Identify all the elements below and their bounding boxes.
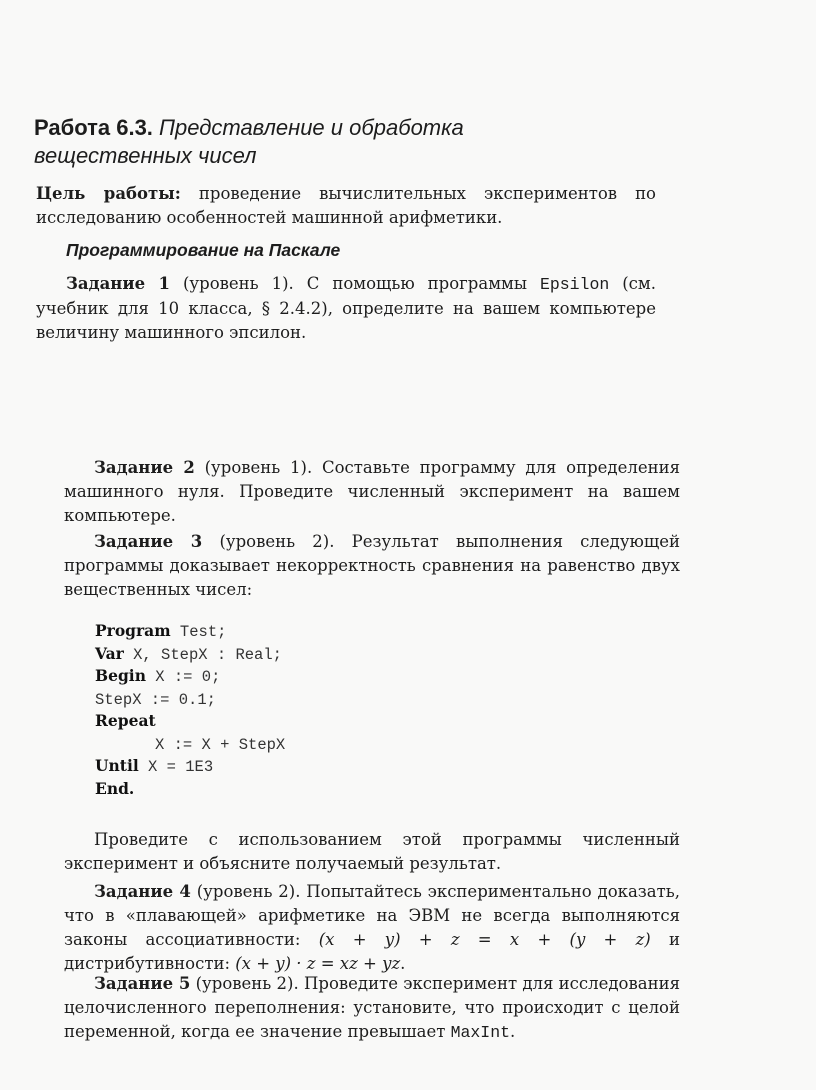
code-keyword: Var	[95, 643, 124, 663]
maxint-constant: MaxInt	[450, 1023, 511, 1042]
task-4-text-c: .	[400, 954, 406, 973]
task-5-text-b: .	[510, 1022, 516, 1041]
task-4-text-a: (уровень 2). Попытайтесь экспериментально доказать, что в «плавающей» арифметике на ЭВМ не всегда выполняются законы ассоциативности:	[64, 882, 680, 949]
code-line-7	[95, 755, 285, 778]
code-text: X := 0;	[145, 668, 221, 686]
subsection-heading: Программирование на Паскале	[66, 240, 341, 260]
task-2-text: (уровень 1). Составьте программу для определения машинного нуля. Проведите численный эксперимент на вашем компьютере.	[64, 458, 680, 525]
goal-paragraph	[36, 182, 656, 230]
task-3	[64, 530, 680, 602]
code-line-2	[95, 643, 285, 666]
code-line-6	[95, 733, 285, 756]
task-1-label: Задание 1	[66, 274, 171, 293]
code-line-4	[95, 688, 285, 711]
work-title-line2: вещественных чисел	[34, 143, 257, 168]
code-keyword: Program	[95, 621, 171, 640]
task-5-label: Задание 5	[94, 974, 191, 993]
code-line-5	[95, 710, 285, 733]
task-3-label: Задание 3	[94, 532, 203, 551]
code-keyword: Begin	[95, 666, 146, 685]
task-3-text: (уровень 2). Результат выполнения следующей программы доказывает некорректность сравнения на равенство двух вещественных чисел:	[64, 532, 680, 599]
code-text: Test;	[170, 623, 227, 641]
code-line-8	[95, 778, 285, 801]
work-heading	[34, 114, 594, 170]
code-keyword: Repeat	[95, 711, 156, 730]
after-code-paragraph: Проведите с использованием этой программы численный эксперимент и объясните получаемый результат.	[64, 830, 680, 873]
task-2-label: Задание 2	[94, 458, 195, 477]
task-5	[64, 972, 680, 1045]
code-line-1	[95, 620, 285, 643]
code-text: X := X + StepX	[155, 735, 286, 754]
task-1-text-a: (уровень 1). С помощью программы	[182, 274, 527, 293]
code-listing	[95, 620, 285, 800]
work-title-line1: Представление и обработка	[159, 115, 464, 140]
code-text: X, StepX : Real;	[123, 645, 282, 664]
task-2	[64, 456, 680, 528]
distributivity-formula: (x + y) · z = xz + yz	[235, 954, 401, 973]
task-4	[64, 880, 680, 976]
code-keyword: End.	[95, 778, 135, 798]
code-keyword: Until	[95, 756, 139, 775]
code-text: X = 1E3	[138, 758, 214, 776]
code-line-3	[95, 665, 285, 688]
goal-label: Цель работы:	[36, 184, 181, 203]
task-4-label: Задание 4	[94, 882, 191, 901]
task-1	[36, 272, 656, 345]
code-text: StepX := 0.1;	[95, 690, 216, 709]
task-1-text-b: (см. учебник для 10 класса, § 2.4.2), определите на вашем компьютере величину машинного эпсилон.	[36, 274, 656, 342]
task-4-text-b: и дистрибутивности:	[64, 930, 681, 973]
associativity-formula: (x + y) + z = x + (y + z)	[318, 930, 651, 949]
goal-text: проведение вычислительных экспериментов по исследованию особенностей машинной арифметики.	[36, 184, 656, 227]
task-5-text-a: (уровень 2). Проведите эксперимент для исследования целочисленного переполнения: установите, что происходит с целой переменной, когда ее значение превышает	[64, 974, 680, 1041]
work-number: Работа 6.3.	[34, 115, 153, 140]
task-1-program-name: Epsilon	[539, 275, 610, 294]
